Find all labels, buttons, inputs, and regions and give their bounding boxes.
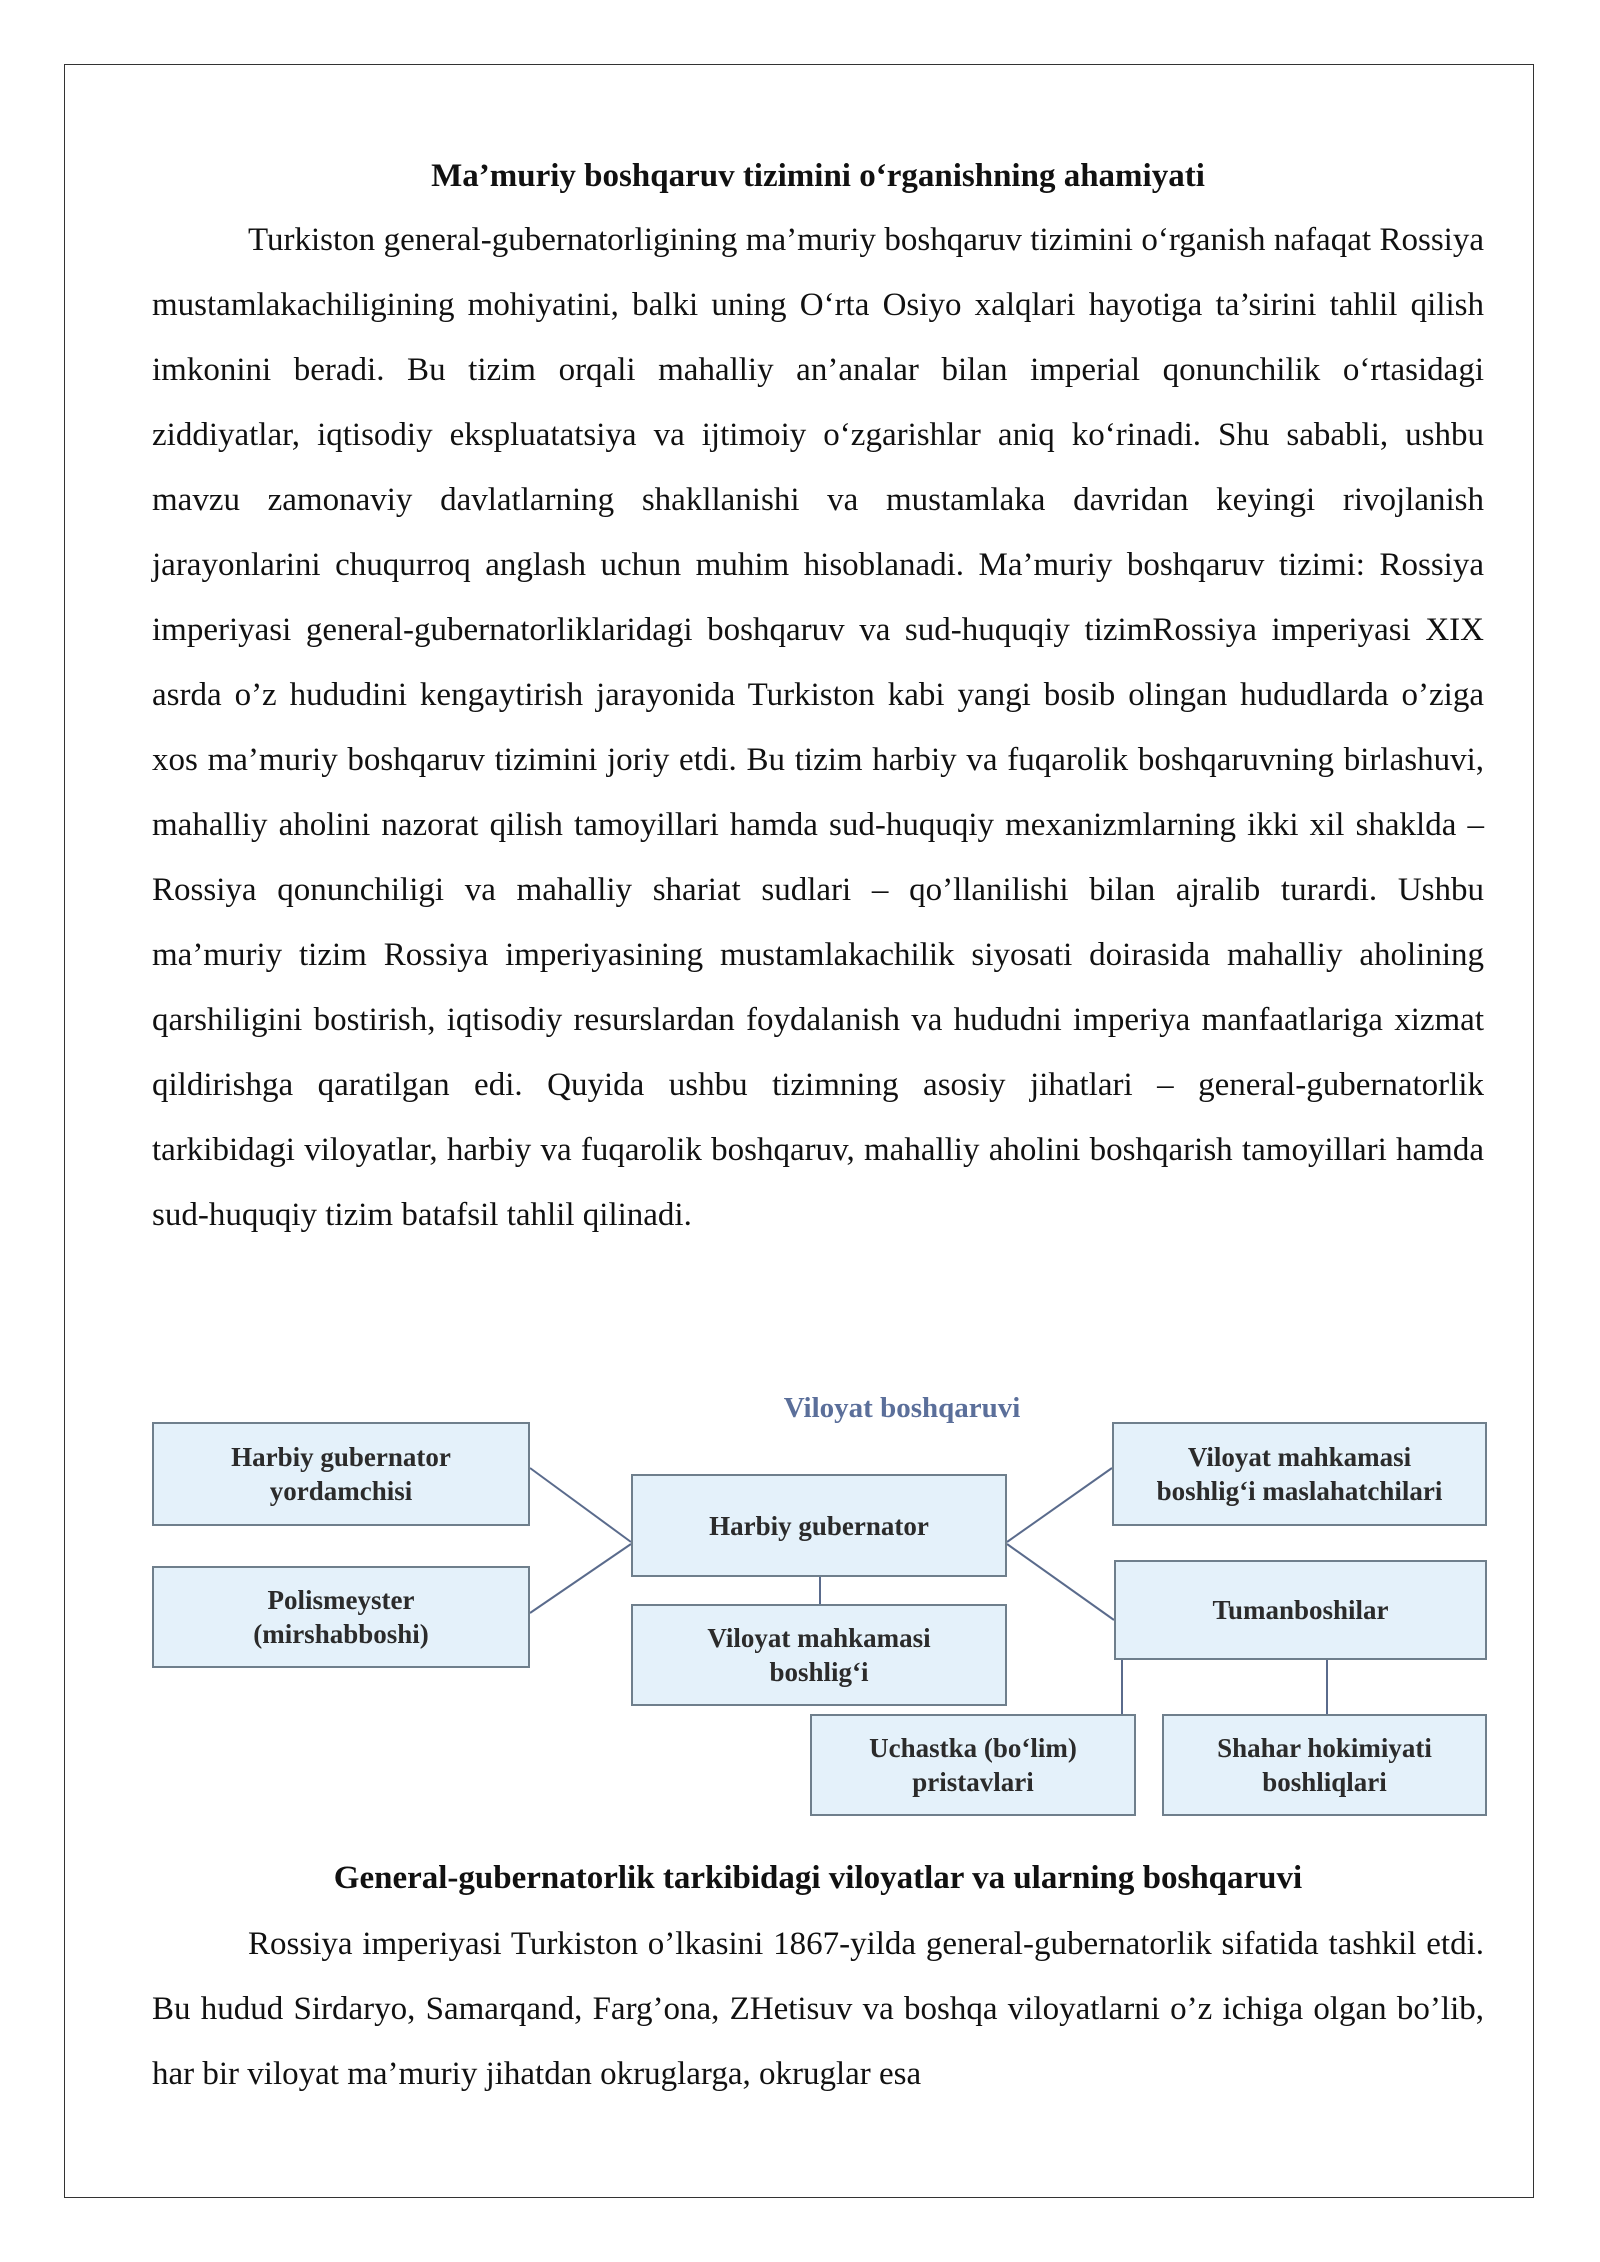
box-section-bailiffs: Uchastka (bo‘lim) pristavlari — [810, 1714, 1136, 1816]
box-police-chief: Polismeyster (mirshabboshi) — [152, 1566, 530, 1668]
diagram-title: Viloyat boshqaruvi — [783, 1392, 1021, 1424]
section-heading-importance: Ma’muriy boshqaruv tizimini o‘rganishning ahamiyati — [431, 158, 1205, 194]
org-chart-viloyat — [152, 1384, 1487, 1820]
box-district-heads: Tumanboshilar — [1114, 1560, 1487, 1660]
connector-police — [530, 1544, 631, 1613]
paragraph-importance — [152, 208, 1484, 1248]
box-city-heads: Shahar hokimiyati boshliqlari — [1162, 1714, 1487, 1816]
box-office-advisors: Viloyat mahkamasi boshlig‘i maslahatchilari — [1112, 1422, 1487, 1526]
paragraph-provinces-text: Rossiya imperiyasi Turkiston o’lkasini 1867-yilda general-gubernatorlik sifatida tashkil etdi. Bu hudud Sirdaryo, Samarqand, Farg’ona, ZHetisuv va boshqa viloyatlarni o’z ichiga olgan bo’lib, har bir viloyat ma’muriy jihatdan okruglarga, okruglar esa — [152, 1926, 1484, 2092]
section-heading-provinces: General-gubernatorlik tarkibidagi viloyatlar va ularning boshqaruvi — [333, 1860, 1303, 1896]
connector-advisors — [1007, 1468, 1112, 1542]
connector-districts — [1007, 1544, 1114, 1620]
connector-assistant — [530, 1468, 631, 1542]
paragraph-importance-text: Turkiston general-gubernatorligining ma’muriy boshqaruv tizimini o‘rganish nafaqat Rossiya mustamlakachiligining mohiyatini, balki uning O‘rta Osiyo xalqlari hayotiga ta’sirini tahlil qilish imkonini beradi. Bu tizim orqali mahalliy an’analar bilan imperial qonunchilik o‘rtasidagi ziddiyatlar, iqtisodiy ekspluatatsiya va ijtimoiy o‘zgarishlar aniq ko‘rinadi. Shu sababli, ushbu mavzu zamonaviy davlatlarning shakllanishi va mustamlaka davridan keyingi rivojlanish jarayonlarini chuqurroq anglash uchun muhim hisoblanadi. Ma’muriy boshqaruv tizimi: Rossiya imperiyasi general-gubernatorliklaridagi boshqaruv va sud-huquqiy tizimRossiya imperiyasi XIX asrda o’z hududini kengaytirish jarayonida Turkiston kabi yangi bosib olingan hududlarda o’ziga xos ma’muriy boshqaruv tizimini joriy etdi. Bu tizim harbiy va fuqarolik boshqaruvning birlashuvi, mahalliy aholini nazorat qilish tamoyillari hamda sud-huquqiy mexanizmlarning ikki xil shaklda – Rossiya qonunchiligi va mahalliy shariat sudlari – qo’llanilishi bilan ajralib turardi. Ushbu ma’muriy tizim Rossiya imperiyasining mustamlakachilik siyosati doirasida mahalliy aholining qarshiligini bostirish, iqtisodiy resurslardan foydalanish va hududni imperiya manfaatlariga xizmat qildirishga qaratilgan edi. Quyida ushbu tizimning asosiy jihatlari – general-gubernatorlik tarkibidagi viloyatlar, harbiy va fuqarolik boshqaruv, mahalliy aholini boshqarish tamoyillari hamda sud-huquqiy tizim batafsil tahlil qilinadi. — [152, 222, 1484, 1233]
box-military-governor: Harbiy gubernator — [631, 1474, 1007, 1577]
box-governor-assistant: Harbiy gubernator yordamchisi — [152, 1422, 530, 1526]
paragraph-provinces — [152, 1912, 1484, 2107]
box-office-head: Viloyat mahkamasi boshlig‘i — [631, 1604, 1007, 1706]
